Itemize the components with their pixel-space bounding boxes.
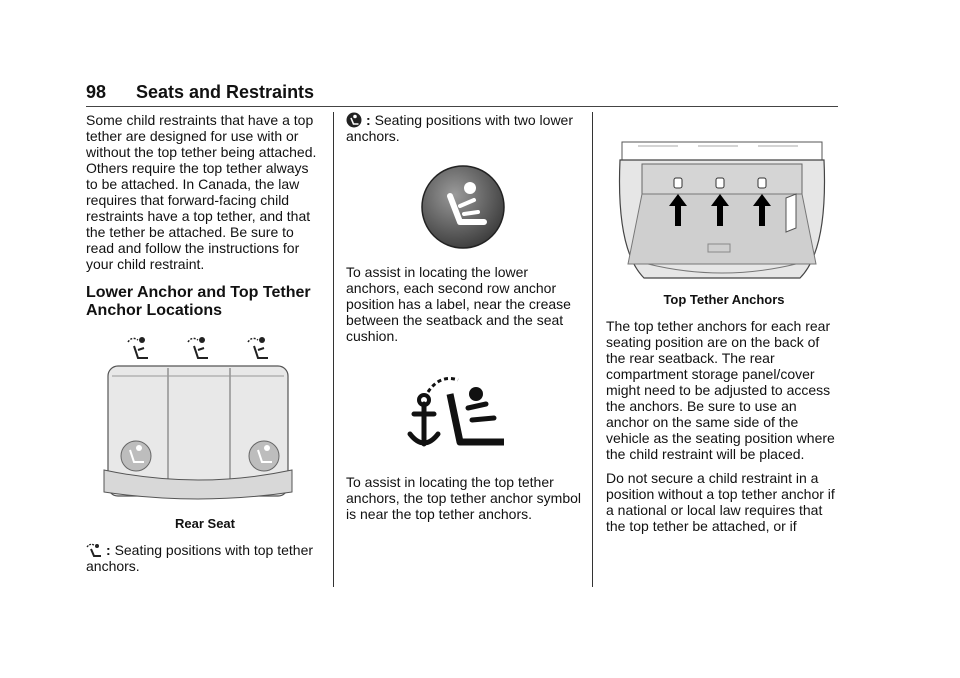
child-seat-tether-icon	[188, 337, 208, 358]
child-seat-lower-anchor-icon	[420, 164, 506, 250]
intro-paragraph: Some child restraints that have a top tether are designed for use with or without the top tether being attached. Others require the top tether always to be attached. In Canada, the law requires that forward-facing child restraints have a top tether, and that the tether be attached. Be sure to read and follow the instructions for your child restraint.	[86, 112, 317, 272]
child-seat-tether-icon	[450, 387, 504, 442]
child-seat-tether-icon	[248, 337, 268, 358]
column-2	[346, 112, 582, 530]
child-seat-lower-anchor-icon	[346, 112, 362, 128]
column-3	[606, 112, 842, 542]
top-tether-paragraph: To assist in locating the top tether anchors, the top tether anchor symbol is near the top tether anchors.	[346, 474, 582, 522]
child-seat-lower-anchor-icon	[121, 441, 151, 471]
legend-tether	[86, 542, 324, 574]
top-tether-anchors-figure	[618, 140, 842, 286]
figure-caption: Rear Seat	[175, 516, 235, 531]
legend-text: Seating positions with top tether anchors.	[86, 542, 314, 574]
lower-anchor-symbol-figure	[420, 164, 582, 250]
paragraph: The top tether anchors for each rear seating position are on the back of the rear seatback. The rear compartment storage panel/cover might need to be adjusted to access the anchors. Be sure to use an anchor on the same side of the vehicle as the seating position where the child restraint will be placed.	[606, 318, 835, 462]
legend-colon: :	[366, 112, 371, 128]
section-heading: Lower Anchor and Top Tether Anchor Locations	[86, 284, 311, 319]
anchor-icon	[410, 395, 438, 444]
tether-anchor-symbol-figure	[404, 374, 582, 454]
rear-seat-figure	[98, 330, 298, 510]
cargo-area-illustration	[618, 140, 826, 286]
child-seat-tether-icon	[128, 337, 148, 358]
child-seat-tether-icon	[86, 542, 102, 558]
page-header	[86, 82, 838, 107]
page-title: Seats and Restraints	[136, 82, 315, 102]
rear-seat-illustration	[98, 330, 298, 510]
column-divider	[592, 112, 593, 587]
legend-text: Seating positions with two lower anchors.	[346, 112, 573, 144]
page-number: 98	[86, 82, 107, 102]
child-seat-lower-anchor-icon	[249, 441, 279, 471]
column-divider	[333, 112, 334, 587]
figure-caption: Top Tether Anchors	[663, 292, 785, 307]
paragraph: Do not secure a child restraint in a position without a top tether anchor if a national or local law requires that the top tether be attached, or if	[606, 470, 835, 534]
legend-colon: :	[106, 542, 111, 558]
legend-lower-anchor	[346, 112, 582, 144]
column-1	[86, 112, 324, 582]
lower-anchor-paragraph: To assist in locating the lower anchors, each second row anchor position has a label, near the crease between the seatback and the seat cushion.	[346, 264, 571, 344]
